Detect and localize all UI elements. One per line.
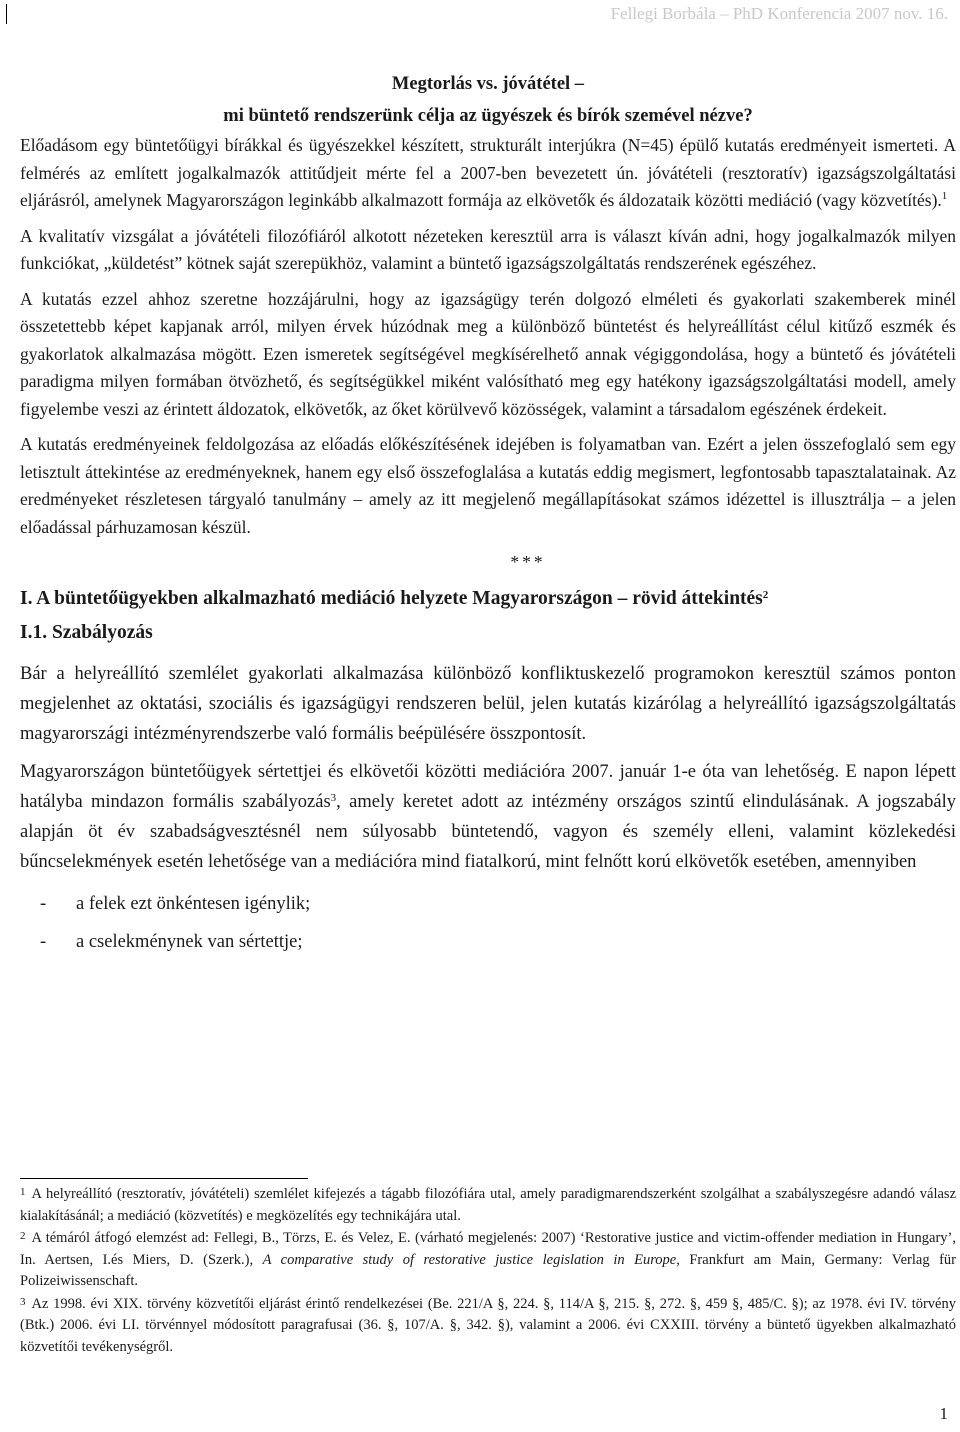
footnote-3 — [20, 1294, 956, 1359]
paragraph-results: A kutatás eredményeinek feldolgozása az előadás előkészítésének idejében is folyamatban van. Ezért a jelen összefoglaló sem egy letisztult áttekintése az eredményeknek, hanem egy első összefoglalása a kutatás eddig megismert, legfontosabb tapasztalatainak. Az eredményeket részletesen tárgyaló tanulmány – amely az itt megjelenő megállapításokat számos idézettel is illusztrálja – a jelen előadással párhuzamosan készül. — [20, 434, 956, 537]
paragraph-hungary — [20, 757, 956, 877]
footnote-2-number: 2 — [20, 1230, 26, 1242]
footnote-1-number: 1 — [20, 1186, 26, 1198]
paragraph-intro-text: Előadásom egy büntetőügyi bírákkal és ügyészekkel készített, strukturált interjúkra (N=45) épülő kutatás eredményeit ismerteti. A felmérés az említett jogalkalmazók attitűdjeit mérte fel a 2007-ben bevezetett ún. jóvátételi (resztoratív) igazságszolgáltatási eljárásról, amelynek Magyarországon leginkább alkalmazott formája az elkövetők és áldozataik közötti mediáció (vagy közvetítés). — [20, 135, 956, 210]
section-separator: *** — [510, 552, 546, 572]
footnote-1-text: A helyreállító (resztoratív, jóvátételi) szemlélet kifejezés a tágabb filozófiára utal, amely paradigmarendszerként szolgálhat a szabályszegésre adandó válasz kialakításánál; a mediáció (közvetítés) e megközelítés egy technikájára utal. — [20, 1186, 956, 1224]
footnote-3-text: Az 1998. évi XIX. törvény közvetítői eljárást érintő rendelkezései (Be. 221/A §, 224. §, 114/A §, 215. §, 272. §, 459 §, 485/C. §); az 1978. évi IV. törvény (Btk.) 2006. évi LI. törvénnyel módosított paragrafusai (36. §, 107/A. §, 342. §), valamint a 2006. évi CXXIII. törvény a büntető ügyekben alkalmazható közvetítői tevékenységről. — [20, 1295, 956, 1355]
paragraph-regulation: Bár a helyreállító szemlélet gyakorlati alkalmazása különböző konfliktuskezelő programokon keresztül számos ponton megjelenhet az oktatási, szociális és igazságügyi rendszeren belül, jelen kutatás kizárólag a helyreállító igazságszolgáltatás magyarországi intézményrendszerbe való formális beépülésére összpontosít. — [20, 663, 956, 744]
section-1-heading — [20, 585, 956, 613]
paragraph-hungary-text-b: , amely keretet adott az intézmény országos szintű elindulásának. A jogszabály alapján öt év szabadságvesztésnél nem súlyosabb büntetendő, vagyon és személy elleni, valamint közlekedési bűncselekmények esetén lehetősége van a mediációra mind fiatalkorú, mint felnőtt korú elkövetők esetében, amennyiben — [20, 791, 956, 872]
footnote-2-book-title: A comparative study of restorative justice legislation in Europe — [262, 1251, 677, 1268]
paragraph-qualitative: A kvalitatív vizsgálat a jóvátételi filozófiáról alkotott nézeteken keresztül arra is választ kíván adni, hogy jogalkalmazók milyen funkciókat, „küldetést” kötnek saját szerepükhöz, valamint a büntető igazságszolgáltatás rendszerének egészéhez. — [20, 225, 956, 273]
footnote-2 — [20, 1228, 956, 1293]
section-1-heading-text: I. A büntetőügyekben alkalmazható mediáció helyzete Magyarországon – rövid áttekintés — [20, 587, 763, 609]
section-1-1-heading: I.1. Szabályozás — [20, 621, 153, 643]
list-dash: - — [40, 931, 47, 952]
footnote-ref-2[interactable]: 2 — [762, 588, 769, 601]
paragraph-hungary-text-a: Magyarországon büntetőügyek sértettjei és elkövetői közötti mediációra 2007. január 1-e óta van lehetőség. E napon lépett hatályba mindazon formális szabályozás — [20, 761, 956, 812]
list-item-text: a felek ezt önkéntesen igénylik; — [76, 893, 311, 914]
running-header: Fellegi Borbála – PhD Konferencia 2007 nov. 16. — [610, 4, 948, 23]
footnote-divider — [20, 1178, 308, 1179]
footnote-2-text-a: A témáról átfogó elemzést ad: Fellegi, B., Törzs, E. és Velez, E. (várható megjelenés: 2007) ‘Restorative justice and victim-offender mediation in Hungary’, In. Aertsen, I.és Miers, D. (Szerk.), — [20, 1230, 956, 1268]
title-line-2: mi büntető rendszerünk célja az ügyészek és bírók szemével nézve? — [223, 106, 753, 126]
footnotes — [20, 1184, 956, 1359]
footnote-2-text-b: , Frankfurt am Main, Germany: Verlag für Polizeiwissenschaft. — [20, 1251, 956, 1289]
condition-list — [40, 885, 956, 961]
text-cursor — [6, 4, 7, 24]
footnote-ref-1[interactable]: 1 — [941, 190, 948, 202]
footnote-3-number: 3 — [20, 1295, 26, 1308]
document-body — [20, 66, 956, 961]
title-line-1: Megtorlás vs. jóvátétel – — [391, 74, 585, 94]
list-item — [40, 885, 956, 923]
list-dash: - — [40, 893, 47, 914]
page-number: 1 — [939, 1404, 948, 1423]
paragraph-contribution: A kutatás ezzel ahhoz szeretne hozzájárulni, hogy az igazságügy terén dolgozó elméleti és gyakorlati szakemberek minél összetettebb képet kapjanak arról, milyen érvek húzódnak meg a különböző büntetést és helyreállítást célul kitűző eszmék és gyakorlatok alkalmazása mögött. Ezen ismeretek segítségével megkísérelhető annak végiggondolása, hogy a büntető és jóvátételi paradigma milyen formában ötvözhető, és segítségükkel miként valósítható meg egy hatékony igazságszolgáltatási modell, amely figyelembe veszi az érintett áldozatok, elkövetők, az őket körülvevő közösségek, valamint a társadalom egészének érdekeit. — [20, 288, 956, 419]
list-item-text: a cselekménynek van sértettje; — [76, 931, 303, 952]
footnote-ref-3[interactable]: 3 — [330, 791, 337, 804]
paragraph-intro — [20, 132, 956, 215]
list-item — [40, 923, 956, 961]
footnote-1 — [20, 1184, 956, 1227]
